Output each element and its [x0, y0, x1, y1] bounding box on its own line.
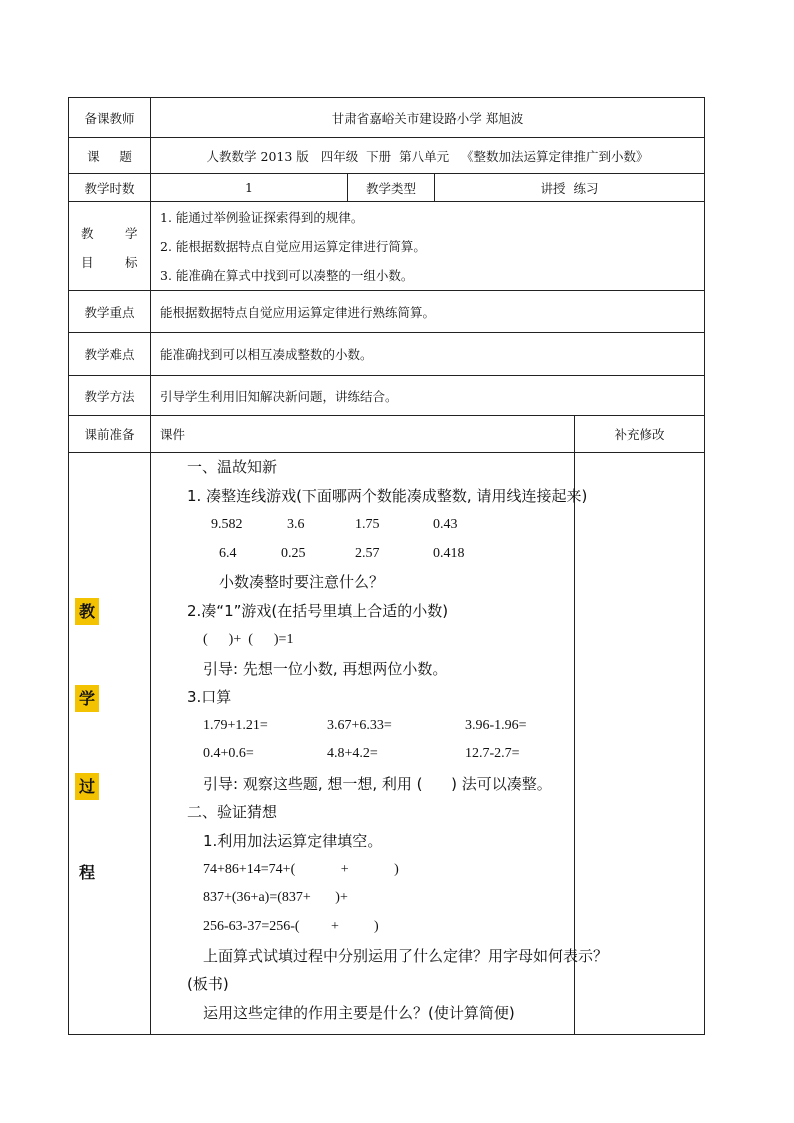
topic-row	[69, 138, 705, 174]
revise-label: 补充修改	[575, 416, 705, 453]
number-item: 6.4	[219, 546, 237, 561]
calc-item: 1.79+1.21=	[203, 718, 268, 733]
type-label: 教学类型	[348, 174, 435, 202]
key-point-label: 教学重点	[69, 291, 151, 333]
topic-label: 课 题	[69, 138, 151, 174]
number-item: 0.25	[281, 546, 306, 561]
process-row	[69, 453, 705, 1035]
question-two-expression: ( )+ ( )=1	[203, 632, 294, 647]
section-one-title: 一、温故知新	[187, 458, 278, 476]
number-item: 2.57	[355, 546, 380, 561]
equation: 837+(36+a)=(837+ )+	[203, 890, 348, 905]
hours-row	[69, 174, 705, 202]
goals-label-char: 目	[81, 255, 94, 270]
question-two-hint: 引导: 先想一位小数, 再想两位小数。	[203, 660, 448, 678]
teacher-label: 备课教师	[69, 98, 151, 138]
type-value: 讲授 练习	[435, 174, 705, 202]
goals-list	[151, 202, 705, 291]
process-label-char: 程	[78, 863, 95, 882]
hours-label: 教学时数	[69, 174, 151, 202]
key-point-value: 能根据数据特点自觉应用运算定律进行熟练简算。	[151, 291, 705, 333]
process-label-char: 过	[75, 773, 99, 800]
lesson-plan-table	[68, 97, 705, 1035]
number-item: 3.6	[287, 517, 305, 532]
difficulty-value: 能准确找到可以相互凑成整数的小数。	[151, 333, 705, 376]
method-label: 教学方法	[69, 376, 151, 416]
method-value: 引导学生利用旧知解决新问题，讲练结合。	[151, 376, 705, 416]
teacher-row	[69, 98, 705, 138]
question-one: 1. 凑整连线游戏(下面哪两个数能凑成整数, 请用线连接起来)	[187, 487, 588, 505]
method-row	[69, 376, 705, 416]
process-label-char: 学	[75, 685, 99, 712]
difficulty-label: 教学难点	[69, 333, 151, 376]
goals-label-char: 标	[125, 255, 138, 270]
question-three: 3.口算	[187, 688, 232, 706]
goals-label-char: 学	[125, 226, 138, 241]
equation: 74+86+14=74+( + )	[203, 862, 399, 877]
goals-label	[69, 202, 151, 291]
teacher-value: 甘肃省嘉峪关市建设路小学 郑旭波	[151, 98, 705, 138]
section-two-question-one: 1.利用加法运算定律填空。	[203, 832, 383, 850]
prep-row	[69, 416, 705, 453]
difficulty-row	[69, 333, 705, 376]
calc-item: 3.67+6.33=	[327, 718, 392, 733]
question-two: 2.凑“1”游戏(在括号里填上合适的小数)	[187, 602, 449, 620]
key-point-row	[69, 291, 705, 333]
prep-value: 课件	[151, 416, 575, 453]
section-two-question-three: 运用这些定律的作用主要是什么？(使计算简便)	[203, 1004, 515, 1022]
process-label	[69, 453, 151, 1035]
goals-label-char: 教	[81, 226, 94, 241]
process-label-char: 教	[75, 598, 99, 625]
hours-value: 1	[151, 174, 348, 202]
question-three-hint: 引导: 观察这些题, 想一想, 利用 ( ) 法可以凑整。	[203, 775, 552, 793]
goal-item: 2. 能根据数据特点自觉应用运算定律进行简算。	[160, 238, 426, 254]
topic-value: 人教数学 2013 版 四年级 下册 第八单元 《整数加法运算定律推广到小数》	[151, 138, 705, 174]
board-note: (板书)	[187, 975, 229, 993]
process-content	[151, 453, 609, 1035]
number-item: 9.582	[211, 517, 243, 532]
section-two-question-two: 上面算式试填过程中分别运用了什么定律？用字母如何表示？	[203, 947, 609, 965]
goals-row	[69, 202, 705, 291]
calc-item: 3.96-1.96=	[465, 718, 527, 733]
calc-item: 12.7-2.7=	[465, 746, 520, 761]
equation: 256-63-37=256-( + )	[203, 919, 379, 934]
number-item: 0.418	[433, 546, 465, 561]
number-item: 0.43	[433, 517, 458, 532]
number-item: 1.75	[355, 517, 380, 532]
goal-item: 3. 能准确在算式中找到可以凑整的一组小数。	[160, 267, 414, 283]
goal-item: 1. 能通过举例验证探索得到的规律。	[160, 209, 364, 225]
question-one-note: 小数凑整时要注意什么？	[219, 573, 385, 591]
calc-item: 4.8+4.2=	[327, 746, 378, 761]
section-two-title: 二、验证猜想	[187, 803, 278, 821]
calc-item: 0.4+0.6=	[203, 746, 254, 761]
prep-label: 课前准备	[69, 416, 151, 453]
